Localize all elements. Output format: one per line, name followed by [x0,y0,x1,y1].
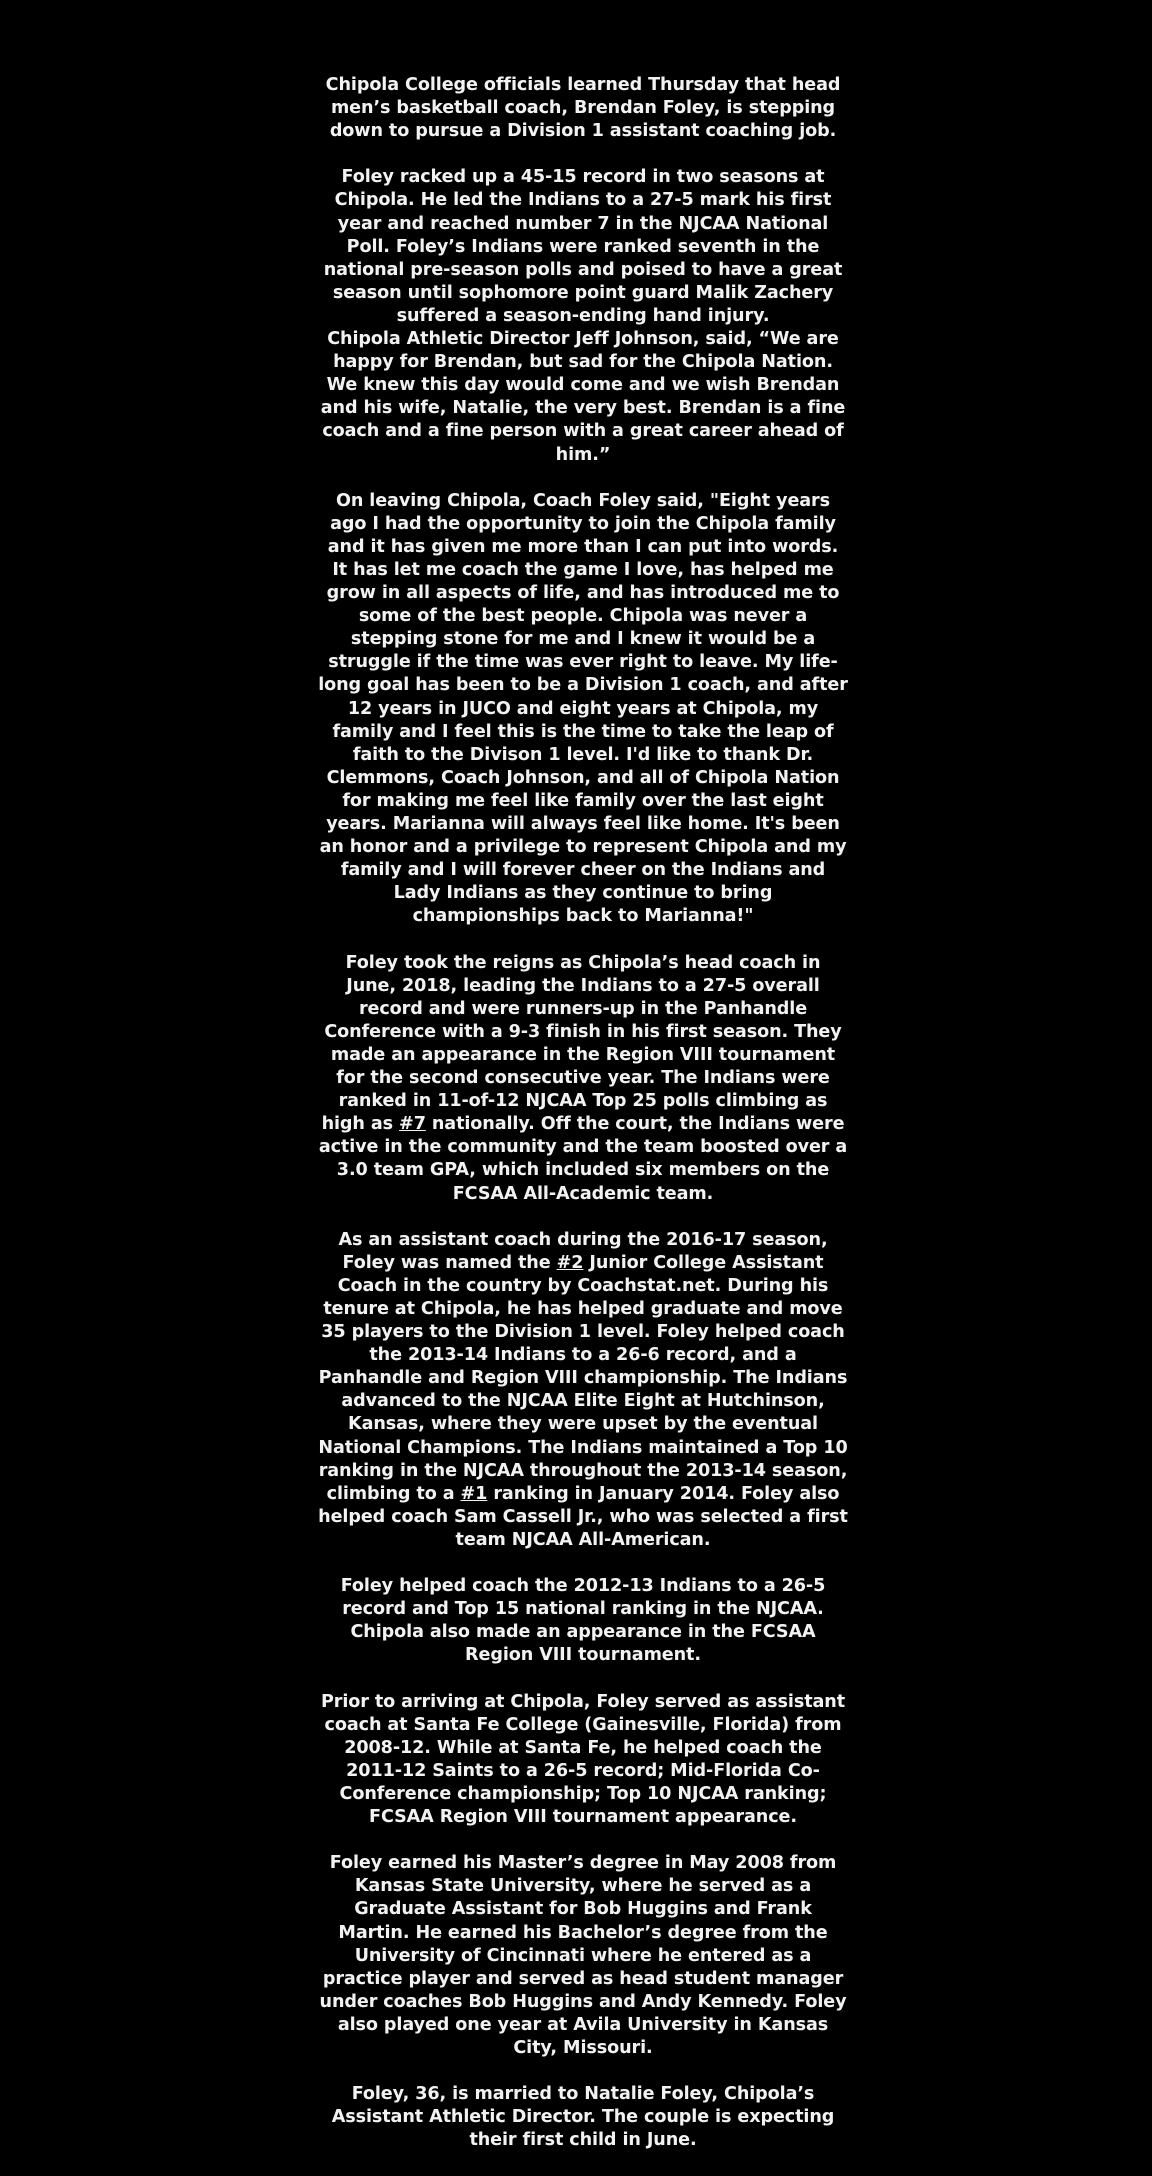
paragraph-record: Foley racked up a 45-15 record in two seasons at Chipola. He led the Indians to a 27-5 mark his first year and reached number 7 in the NJCAA National Poll. Foley’s Indians were ranked seventh in the national pre-season polls and poised to have a great season until sophomore point guard Malik Zachery suffered a season-ending hand injury. [323,167,843,326]
paragraph-foley-quote: On leaving Chipola, Coach Foley said, "Eight years ago I had the opportunity to join the Chipola family and it has given me more than I can put into words. It has let me coach the game I love, has helped me grow in all aspects of life, and has introduced me to some of the best people. Chipola was never a stepping stone for me and I knew it would be a struggle if the time was ever right to leave. My life-long goal has been to be a Division 1 coach, and after 12 years in JUCO and eight years at Chipola, my family and I feel this is the time to take the leap of faith to the Divison 1 level. I'd like to thank Dr. Clemmons, Coach Johnson, and all of Chipola Nation for making me feel like family over the last eight years. Marianna will always feel like home. It's been an honor and a privilege to represent Chipola and my family and I will forever cheer on the Indians and Lady Indians as they continue to bring championships back to Marianna!" [318,490,848,927]
paragraph-family: Foley, 36, is married to Natalie Foley, Chipola’s Assistant Athletic Director. The couple is expecting their first child in June. [331,2084,835,2151]
text-segment: ranking in January 2014. Foley also helped coach Sam Cassell Jr., who was selected a first team NJCAA All-American. [318,1483,848,1550]
text-segment: nationally. Off the court, the Indians were active in the community and the team boosted over a 3.0 team GPA, which included six members on the FCSAA All-Academic team. [318,1114,848,1204]
paragraph-2012-13-season: Foley helped coach the 2012-13 Indians to a 26-5 record and Top 15 national ranking in the NJCAA. Chipola also made an appearance in the FCSAA Region VIII tournament. [340,1576,826,1666]
paragraph-athletic-director-quote: Chipola Athletic Director Jeff Johnson, said, “We are happy for Brendan, but sad for the Chipola Nation. We knew this day would come and we wish Brendan and his wife, Natalie, the very best. Brendan is a fine coach and a fine person with a great career ahead of him.” [320,329,846,465]
text-segment: As an assistant coach during the 2016-17 season, Foley was named the [338,1229,828,1273]
paragraph-announcement: Chipola College officials learned Thursday that head men’s basketball coach, Brendan Foley, is stepping down to pursue a Division 1 assistant coaching job. [325,75,841,142]
paragraph-record-block [318,166,848,466]
paragraph-assistant-coach [318,1229,848,1552]
paragraph-head-coach-tenure [318,952,848,1206]
paragraph-education: Foley earned his Master’s degree in May 2008 from Kansas State University, where he served as a Graduate Assistant for Bob Huggins and Frank Martin. He earned his Bachelor’s degree from the University of Cincinnati where he entered as a practice player and served as head student manager under coaches Bob Huggins and Andy Kennedy. Foley also played one year at Avila University in Kansas City, Missouri. [319,1853,847,2058]
text-segment: Junior College Assistant Coach in the country by Coachstat.net. During his tenure at Chipola, he has helped graduate and move 35 players to the Division 1 level. Foley helped coach the 2013-14 Indians to a 26-6 record, and a Panhandle and Region VIII championship. The Indians advanced to the NJCAA Elite Eight at Hutchinson, Kansas, where they were upset by the eventual National Champions. The Indians maintained a Top 10 ranking in the NJCAA throughout the 2013-14 season, climbing to a [318,1252,848,1504]
article-body [318,74,848,2176]
ranking-number-2: #2 [556,1252,584,1273]
ranking-number-1: #1 [460,1483,488,1504]
paragraph-santa-fe: Prior to arriving at Chipola, Foley served as assistant coach at Santa Fe College (Gainesville, Florida) from 2008-12. While at Santa Fe, he helped coach the 2011-12 Saints to a 26-5 record; Mid-Florida Co-Conference championship; Top 10 NJCAA ranking; FCSAA Region VIII tournament appearance. [320,1691,846,1828]
ranking-number-7: #7 [399,1114,426,1135]
text-segment: Foley took the reigns as Chipola’s head coach in June, 2018, leading the Indians to a 27-5 overall record and were runners-up in the Panhandle Conference with a 9-3 finish in his first season. They made an appearance in the Region VIII tournament for the second consecutive year. The Indians were ranked in 11-of-12 NJCAA Top 25 polls climbing as high as [321,952,842,1135]
